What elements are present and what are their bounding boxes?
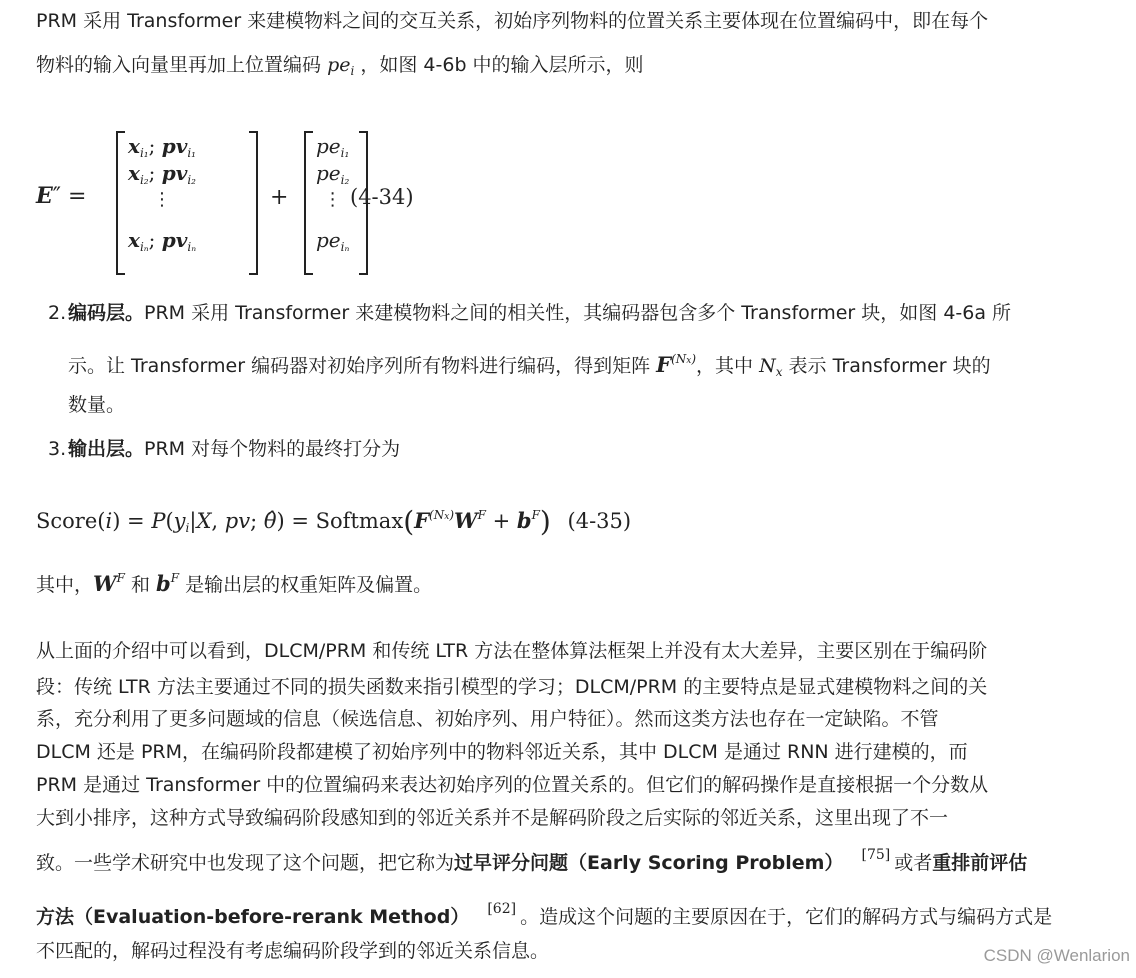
intro-line-1: PRM 采用 Transformer 来建模物料之间的交互关系，初始序列物料的位置关系主要体现在位置编码中，即在每个	[36, 10, 989, 32]
Nx-symbol: $N_x$	[759, 355, 783, 379]
term-evaluation-before-rerank: 方法（Evaluation-before-rerank Method）	[36, 906, 470, 928]
matrix-F-symbol: F	[656, 352, 672, 377]
equation-4-34	[36, 127, 456, 275]
citation-62: [62]	[487, 901, 517, 917]
list-number: 3.	[48, 438, 67, 460]
equation-4-35: Score(i) = $P(y_i|X$, pv; θ̂) = $Softmax(F^{(Nx)}W^F + b^F)$ (4-35)	[36, 505, 632, 538]
watermark: CSDN @Wenlarion	[983, 946, 1130, 965]
intro-line-2: 物料的输入向量里再加上位置编码 $pe_i$ ，如图 4-6b 中的输入层所示，则	[36, 54, 644, 78]
equation-number-4-34: (4-34)	[350, 185, 414, 209]
left-matrix: $x_{i_1}$; $pv_{i_1}$ $x_{i_2}$; $pv_{i_2}$ ⋮ $x_{i_n}$; $pv_{i_n}$	[116, 131, 258, 273]
list-item-title: 编码层。	[68, 302, 145, 324]
plus-sign: +	[270, 185, 289, 210]
term-early-scoring: 过早评分问题（Early Scoring Problem）	[454, 852, 844, 874]
list-number: 2.	[48, 302, 67, 324]
equation-lhs: E″ =	[36, 183, 87, 209]
pe-i-symbol: $pe_i$	[327, 54, 355, 78]
list-item-title: 输出层。	[68, 438, 145, 460]
citation-75: [75]	[861, 847, 891, 863]
equation-number-4-35: (4-35)	[567, 509, 632, 533]
equation-explanation: 其中，$W^F$ 和 $b^F$ 是输出层的权重矩阵及偏置。	[36, 571, 433, 596]
right-matrix: $pe_{i_1}$ $pe_{i_2}$ ⋮ $pe_{i_n}$	[304, 131, 368, 273]
